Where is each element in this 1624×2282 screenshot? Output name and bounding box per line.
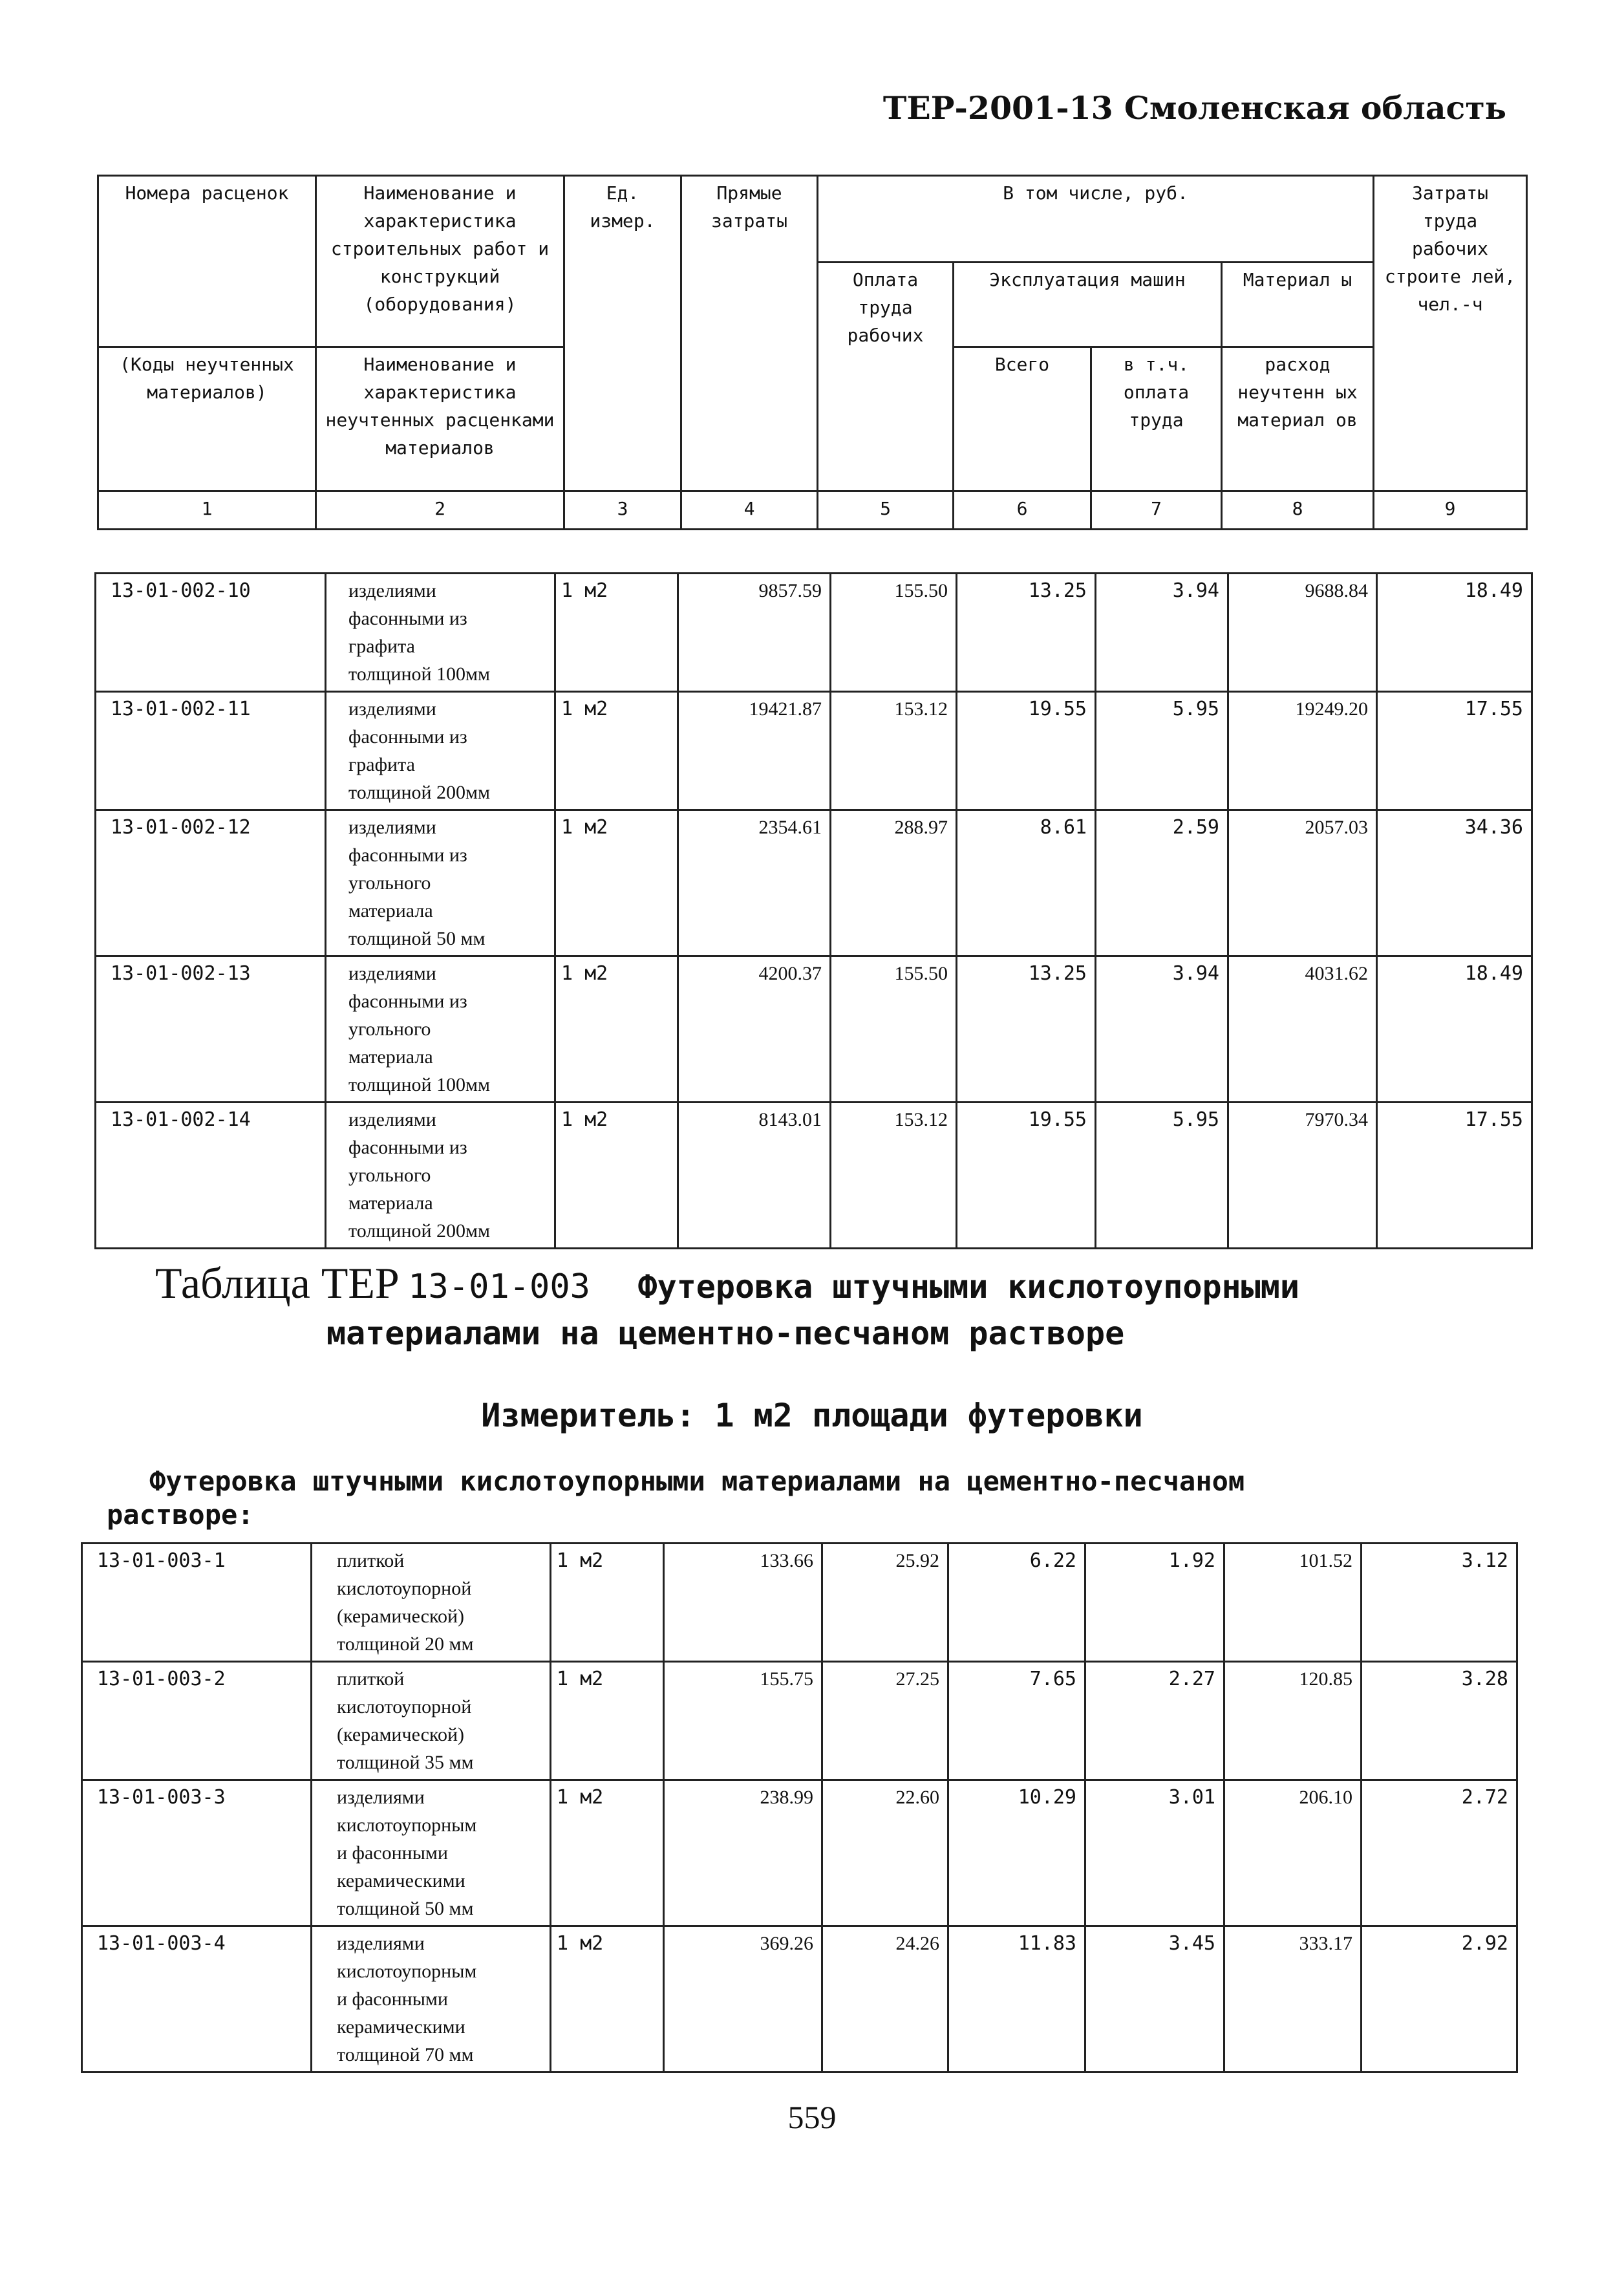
machine-total-value: 6.22 [948,1544,1085,1662]
rate-code: 13-01-003-2 [82,1662,312,1780]
rate-code: 13-01-002-14 [96,1103,326,1249]
table-title-text1: Футеровка штучными кислотоупорными [637,1268,1299,1306]
unit-value: 1 м2 [555,692,678,810]
materials-value: 9688.84 [1228,574,1377,692]
labor-costs-value: 3.28 [1362,1662,1517,1780]
header-col-number: 9 [1374,491,1527,530]
labor-costs-value: 2.92 [1362,1926,1517,2072]
group-title-line1: Футеровка штучными кислотоупорными материалами на цементно-песчаном [149,1465,1245,1497]
machine-total-value: 13.25 [957,956,1096,1103]
header-unit: Ед. измер. [564,176,681,491]
table-row [96,1103,1532,1249]
unit-value: 1 м2 [551,1926,664,2072]
table-row [82,1662,1517,1780]
work-name: изделиями фасонными из угольного материала толщиной 100мм [326,956,555,1103]
header-including-rub: В том числе, руб. [818,176,1374,263]
materials-value: 19249.20 [1228,692,1377,810]
work-name: изделиями фасонными из угольного материала толщиной 200мм [326,1103,555,1249]
machine-wages-value: 2.59 [1096,810,1228,956]
group-title [107,1465,1497,1532]
header-rate-numbers: Номера расценок [98,176,316,347]
header-wages: Оплата труда рабочих [818,262,954,491]
header-labor-costs: Затраты труда рабочих строите лей, чел.-ч [1374,176,1527,491]
header-material-codes: (Коды неучтенных материалов) [98,347,316,491]
materials-value: 4031.62 [1228,956,1377,1103]
header-col-number: 4 [681,491,818,530]
direct-costs-value: 2354.61 [678,810,831,956]
direct-costs-value: 238.99 [664,1780,822,1926]
labor-costs-value: 17.55 [1377,692,1532,810]
wages-value: 24.26 [822,1926,948,2072]
header-col-number: 8 [1222,491,1374,530]
materials-value: 7970.34 [1228,1103,1377,1249]
direct-costs-value: 133.66 [664,1544,822,1662]
table-row [82,1544,1517,1662]
rates-table-13-01-002 [94,572,1533,1249]
header-direct-costs: Прямые затраты [681,176,818,491]
work-name: плиткой кислотоупорной (керамической) толщиной 20 мм [312,1544,551,1662]
machine-total-value: 13.25 [957,574,1096,692]
wages-value: 155.50 [831,574,957,692]
header-machine-total: Всего [954,347,1091,491]
machine-total-value: 10.29 [948,1780,1085,1926]
header-machine-operation: Эксплуатация машин [954,262,1222,347]
table-title-code: 13-01-003 [408,1267,590,1306]
header-unaccounted-materials: расход неучтенн ых материал ов [1222,347,1374,491]
work-name: изделиями фасонными из графита толщиной 100мм [326,574,555,692]
work-name: изделиями кислотоупорным и фасонными керамическими толщиной 50 мм [312,1780,551,1926]
direct-costs-value: 8143.01 [678,1103,831,1249]
work-name: изделиями фасонными из угольного материала толщиной 50 мм [326,810,555,956]
rate-code: 13-01-002-12 [96,810,326,956]
header-col-number: 7 [1091,491,1222,530]
machine-total-value: 7.65 [948,1662,1085,1780]
machine-wages-value: 3.94 [1096,956,1228,1103]
header-col-number: 3 [564,491,681,530]
rate-code: 13-01-003-1 [82,1544,312,1662]
unit-value: 1 м2 [555,956,678,1103]
materials-value: 2057.03 [1228,810,1377,956]
unit-value: 1 м2 [555,574,678,692]
group-title-line2: растворе: [107,1499,254,1531]
materials-value: 120.85 [1224,1662,1362,1780]
machine-total-value: 8.61 [957,810,1096,956]
rates-table-13-01-003 [81,1542,1518,2073]
machine-wages-value: 2.27 [1085,1662,1224,1780]
direct-costs-value: 9857.59 [678,574,831,692]
unit-value: 1 м2 [551,1662,664,1780]
machine-wages-value: 3.45 [1085,1926,1224,2072]
wages-value: 22.60 [822,1780,948,1926]
table-row [82,1780,1517,1926]
rate-code: 13-01-003-3 [82,1780,312,1926]
direct-costs-value: 155.75 [664,1662,822,1780]
materials-value: 206.10 [1224,1780,1362,1926]
column-header-table [97,175,1528,530]
unit-value: 1 м2 [555,1103,678,1249]
machine-wages-value: 1.92 [1085,1544,1224,1662]
wages-value: 288.97 [831,810,957,956]
materials-value: 101.52 [1224,1544,1362,1662]
labor-costs-value: 18.49 [1377,956,1532,1103]
unit-value: 1 м2 [555,810,678,956]
work-name: изделиями фасонными из графита толщиной 200мм [326,692,555,810]
wages-value: 153.12 [831,692,957,810]
direct-costs-value: 4200.37 [678,956,831,1103]
machine-wages-value: 3.01 [1085,1780,1224,1926]
page-header-title: ТЕР-2001-13 Смоленская область [882,89,1506,127]
materials-value: 333.17 [1224,1926,1362,2072]
work-name: плиткой кислотоупорной (керамической) толщиной 35 мм [312,1662,551,1780]
header-materials: Материал ы [1222,262,1374,347]
header-col-number: 1 [98,491,316,530]
unit-value: 1 м2 [551,1780,664,1926]
table-row [82,1926,1517,2072]
table-title [155,1258,1513,1355]
labor-costs-value: 2.72 [1362,1780,1517,1926]
wages-value: 153.12 [831,1103,957,1249]
header-machine-wages: в т.ч. оплата труда [1091,347,1222,491]
rate-code: 13-01-002-11 [96,692,326,810]
labor-costs-value: 3.12 [1362,1544,1517,1662]
unit-value: 1 м2 [551,1544,664,1662]
direct-costs-value: 369.26 [664,1926,822,2072]
work-name: изделиями кислотоупорным и фасонными керамическими толщиной 70 мм [312,1926,551,2072]
wages-value: 27.25 [822,1662,948,1780]
machine-wages-value: 5.95 [1096,692,1228,810]
table-title-line1 [155,1258,1513,1309]
machine-wages-value: 5.95 [1096,1103,1228,1249]
header-material-names: Наименование и характеристика неучтенных расценками материалов [316,347,564,491]
table-title-text2: материалами на цементно-песчаном растворе [326,1315,1125,1352]
rate-code: 13-01-003-4 [82,1926,312,2072]
labor-costs-value: 34.36 [1377,810,1532,956]
table-title-prefix: Таблица ТЕР [155,1258,400,1308]
header-col-number: 6 [954,491,1091,530]
header-work-name: Наименование и характеристика строительных работ и конструкций (оборудования) [316,176,564,347]
machine-wages-value: 3.94 [1096,574,1228,692]
rate-code: 13-01-002-10 [96,574,326,692]
table-row [96,810,1532,956]
wages-value: 155.50 [831,956,957,1103]
page-number: 559 [787,2099,837,2135]
machine-total-value: 19.55 [957,1103,1096,1249]
table-row [96,692,1532,810]
measure-unit: Измеритель: 1 м2 площади футеровки [481,1397,1143,1434]
direct-costs-value: 19421.87 [678,692,831,810]
header-col-number: 5 [818,491,954,530]
machine-total-value: 19.55 [957,692,1096,810]
rate-code: 13-01-002-13 [96,956,326,1103]
labor-costs-value: 17.55 [1377,1103,1532,1249]
wages-value: 25.92 [822,1544,948,1662]
labor-costs-value: 18.49 [1377,574,1532,692]
table-row [96,956,1532,1103]
header-col-number: 2 [316,491,564,530]
table-row [96,574,1532,692]
machine-total-value: 11.83 [948,1926,1085,2072]
